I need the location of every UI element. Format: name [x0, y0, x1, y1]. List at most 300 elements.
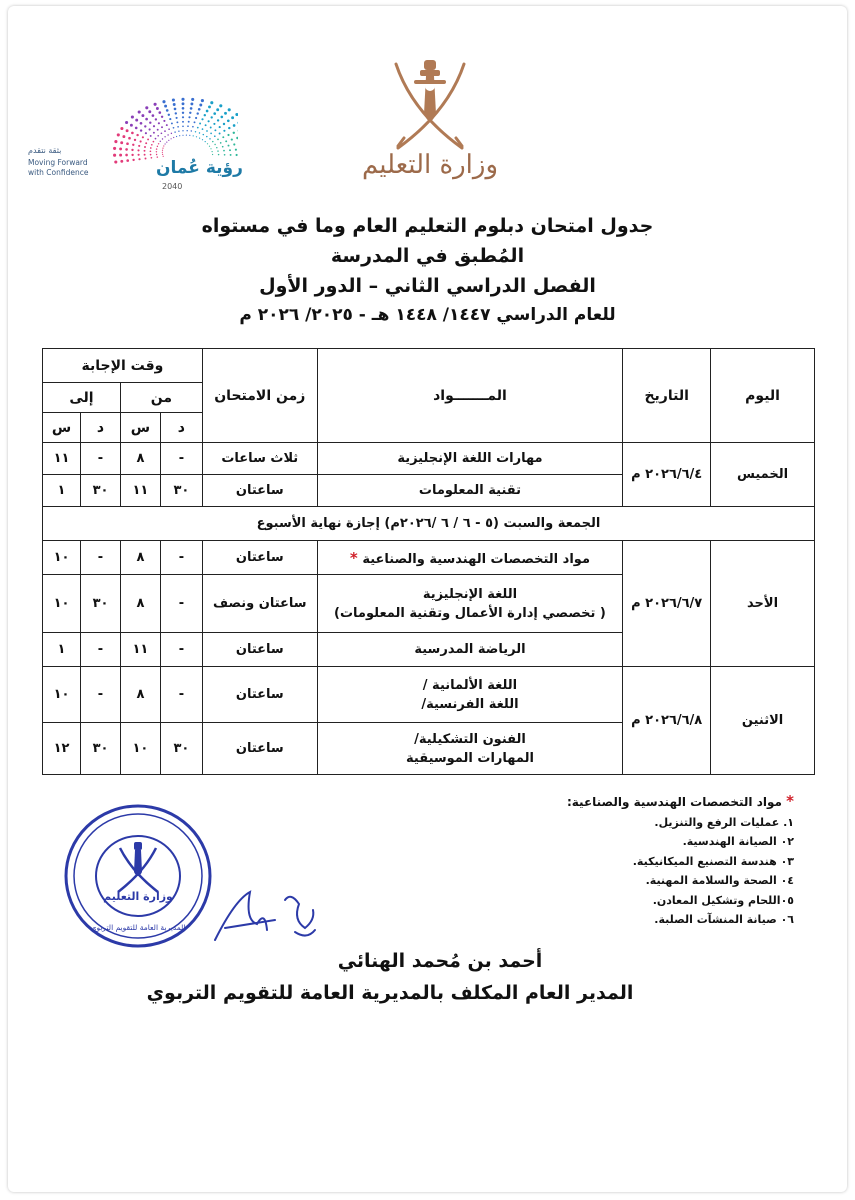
swirl-dot [163, 120, 165, 122]
duration-cell: ساعتان [202, 667, 317, 723]
from-hour-cell: ١١ [120, 633, 160, 667]
to-min-cell: ٣٠ [81, 475, 121, 507]
swirl-dot [144, 146, 146, 148]
from-min-cell: ٣٠ [160, 475, 202, 507]
footnotes-block [540, 792, 794, 930]
swirl-dot [182, 112, 184, 114]
swirl-dot [210, 101, 213, 104]
vision-2040-logo [28, 84, 268, 204]
swirl-dot [145, 132, 147, 134]
swirl-dot [126, 129, 129, 132]
swirl-dot [182, 121, 184, 123]
swirl-dot [176, 117, 178, 119]
vision-tagline-en-2: with Confidence [28, 168, 89, 177]
swirl-dot [150, 150, 152, 152]
swirl-dot [196, 136, 197, 137]
swirl-dot [210, 148, 211, 149]
swirl-dot [222, 136, 224, 138]
swirl-dot [204, 114, 206, 116]
to-min-cell: ٣٠ [81, 575, 121, 633]
duration-cell: ساعتان [202, 723, 317, 775]
swirl-dot [162, 154, 163, 155]
swirl-dot [134, 139, 136, 141]
schedule-title-block [40, 215, 815, 325]
swirl-dot [202, 139, 203, 140]
swirl-dot [140, 122, 143, 125]
swirl-dot [164, 105, 167, 108]
swirl-dot [192, 126, 194, 128]
footnote-star: * [786, 792, 794, 810]
title-line-3: الفصل الدراسي الثاني – الدور الأول [259, 275, 596, 297]
swirl-dot [205, 124, 207, 126]
swirl-dot [150, 147, 152, 149]
date-cell-monday: ٢٠٢٦/٦/٨ م [623, 667, 711, 775]
swirl-dot [219, 126, 221, 128]
swirl-dot [205, 141, 206, 142]
swirl-dot [209, 138, 210, 139]
swirl-dot [162, 148, 163, 149]
weekend-note: الجمعة والسبت (٥ - ٦ / ٦ /٢٠٢٦م) إجازة نهاية الأسبوع [43, 507, 815, 541]
swirl-dot [230, 154, 232, 156]
swirl-dot [228, 145, 230, 147]
subject-line-1: الفنون التشكيلية/ [414, 731, 526, 747]
swirl-dot [164, 130, 166, 132]
footnotes-heading [540, 792, 794, 813]
swirl-dot [194, 121, 196, 123]
swirl-dot [140, 140, 142, 142]
swirl-dot [199, 138, 200, 139]
swirl-dot [157, 129, 159, 131]
swirl-dot [160, 141, 161, 142]
swirl-dot [168, 140, 169, 141]
header-answer-time: وقت الإجابة [43, 349, 203, 383]
swirl-dot [206, 136, 207, 137]
to-hour-cell: ١٠ [43, 541, 81, 575]
stamp-directorate-text: المديرية العامة للتقويم التربوي [90, 923, 186, 932]
swirl-dot [166, 109, 169, 112]
header-from-min: د [160, 413, 202, 443]
swirl-dot [172, 98, 175, 101]
footnote-star: * [349, 548, 358, 567]
title-line-2: المُطبق في المدرسة [330, 245, 525, 267]
swirl-dot [174, 108, 177, 111]
swirl-dot [162, 150, 163, 151]
exam-schedule-table [42, 348, 815, 775]
signature-mark [195, 880, 345, 960]
vision-year: 2040 [162, 182, 183, 191]
duration-cell: ثلاث ساعات [202, 443, 317, 475]
swirl-dot [163, 145, 164, 146]
from-min-cell: - [160, 541, 202, 575]
swirl-dot [153, 132, 155, 134]
subject-line-1: اللغة الإنجليزية [422, 586, 518, 602]
list-item: ١. عمليات الرفع والتنزيل. [654, 815, 794, 829]
swirl-dot [158, 143, 159, 144]
swirl-dot [169, 118, 171, 120]
swirl-dot [181, 98, 184, 101]
swirl-dot [191, 130, 192, 131]
to-min-cell: - [81, 541, 121, 575]
swirl-dot [219, 104, 222, 107]
subject-cell [317, 667, 622, 723]
oman-emblem-icon [382, 52, 478, 162]
to-min-cell: - [81, 443, 121, 475]
table-row [43, 667, 815, 723]
swirl-dot [223, 130, 225, 132]
swirl-dot [145, 142, 147, 144]
from-hour-cell: ٨ [120, 667, 160, 723]
swirl-dot [227, 119, 230, 122]
swirl-dot [190, 107, 193, 110]
date-cell-sunday: ٢٠٢٦/٦/٧ م [623, 541, 711, 667]
vision-tagline-ar: بثقة نتقدم [28, 146, 62, 155]
swirl-dot [206, 110, 209, 113]
swirl-dot [233, 143, 235, 145]
date-cell-thursday: ٢٠٢٦/٦/٤ م [623, 443, 711, 507]
subject-line-2: ( تخصصي إدارة الأعمال وتقنية المعلومات) [334, 605, 606, 621]
swirl-dot [157, 146, 158, 147]
footnotes-list [540, 813, 794, 930]
swirl-dot [142, 136, 144, 138]
from-hour-cell: ٨ [120, 541, 160, 575]
subject-cell [317, 723, 622, 775]
swirl-dot [136, 134, 138, 136]
table-row [43, 443, 815, 475]
swirl-dot [125, 148, 128, 151]
swirl-dot [233, 132, 235, 134]
swirl-dot [227, 134, 229, 136]
swirl-dot [156, 154, 157, 155]
to-hour-cell: ١١ [43, 443, 81, 475]
subject-cell [317, 541, 622, 575]
swirl-dot [171, 138, 172, 139]
swirl-dot [131, 115, 134, 118]
list-item: ٠٣ هندسة التصنيع الميكانيكية. [632, 854, 794, 868]
swirl-dot [188, 116, 190, 118]
swirl-dot [187, 125, 189, 127]
swirl-dot [229, 149, 231, 151]
swirl-dot [214, 129, 216, 131]
swirl-dot [201, 118, 203, 120]
swirl-dot [132, 144, 134, 146]
swirl-dot [198, 108, 201, 111]
swirl-dot [155, 118, 157, 120]
swirl-dot [125, 154, 128, 157]
swirl-dot [119, 147, 122, 150]
swirl-dot [209, 146, 210, 147]
swirl-dot [203, 134, 204, 135]
day-cell-monday: الاثنين [711, 667, 815, 775]
swirl-dot [182, 102, 185, 105]
from-min-cell: - [160, 443, 202, 475]
swirl-dot [199, 104, 202, 107]
swirl-dot [195, 117, 197, 119]
swirl-dot [217, 119, 219, 121]
from-min-cell: - [160, 667, 202, 723]
to-hour-cell: ١ [43, 633, 81, 667]
swirl-dot [212, 141, 213, 142]
to-min-cell: - [81, 667, 121, 723]
swirl-dot [150, 154, 152, 156]
list-item: ٠٤ الصحة والسلامة المهنية. [645, 874, 794, 887]
swirl-dot [212, 151, 213, 152]
vision-tagline-en-1: Moving Forward [28, 158, 88, 167]
swirl-dot [144, 125, 146, 127]
swirl-dot [179, 135, 180, 136]
swirl-dot [237, 121, 238, 124]
header-day: اليوم [711, 349, 815, 443]
swirl-dot [164, 136, 165, 137]
swirl-dot [208, 120, 210, 122]
subject-line-1: اللغة الألمانية / [422, 677, 518, 693]
swirl-dot [213, 112, 216, 115]
subject-line-2: اللغة الفرنسية/ [421, 696, 519, 712]
swirl-dot [152, 114, 155, 117]
list-item: ٠٢ الصيانة الهندسية. [682, 835, 794, 848]
swirl-dot [120, 141, 123, 144]
swirl-dot [210, 127, 212, 129]
swirl-dot [217, 150, 218, 151]
swirl-dot [114, 160, 117, 163]
swirl-dot [213, 123, 215, 125]
swirl-dot [236, 154, 238, 156]
swirl-dot [165, 143, 166, 144]
subject-cell [317, 575, 622, 633]
swirl-dot [117, 133, 120, 136]
swirl-dot [156, 151, 157, 152]
header-from-hour: س [120, 413, 160, 443]
swirl-dot [182, 125, 184, 127]
day-cell-thursday: الخميس [711, 443, 815, 507]
header-to-hour: س [43, 413, 81, 443]
swirl-dot [210, 133, 212, 135]
signatory-name: أحمد بن مُحمد الهنائي [337, 950, 543, 972]
swirl-dot [161, 126, 163, 128]
swirl-dot [176, 121, 178, 123]
swirl-dot [222, 146, 224, 148]
swirl-dot [173, 127, 175, 129]
swirl-dot [162, 138, 163, 139]
swirl-dot [206, 130, 208, 132]
swirl-dot [125, 121, 128, 124]
swirl-dot [131, 154, 133, 156]
swirl-dot [166, 142, 167, 143]
swirl-dot [144, 150, 146, 152]
table-row [43, 541, 815, 575]
swirl-dot [220, 142, 222, 144]
duration-cell: ساعتان [202, 633, 317, 667]
swirl-dot [166, 124, 168, 126]
from-hour-cell: ١٠ [120, 723, 160, 775]
swirl-dot [161, 116, 163, 118]
swirl-dot [153, 125, 155, 127]
swirl-dot [189, 135, 190, 136]
swirl-dot [219, 133, 221, 135]
subject-cell: تقنية المعلومات [317, 475, 622, 507]
swirl-dot [201, 99, 204, 102]
swirl-dot [220, 116, 223, 119]
swirl-dot [138, 154, 140, 156]
swirl-dot [168, 114, 170, 116]
swirl-dot [225, 140, 227, 142]
swirl-dot [197, 112, 199, 114]
swirl-dot [145, 158, 147, 160]
title-line-1: جدول امتحان دبلوم التعليم العام وما في مستواه [201, 215, 654, 237]
header-from: من [120, 383, 202, 413]
swirl-dot [126, 159, 129, 162]
swirl-dot [186, 130, 187, 131]
swirl-dot [233, 124, 236, 127]
swirl-dot [130, 124, 133, 127]
swirl-dot [199, 132, 200, 133]
from-hour-cell: ٨ [120, 575, 160, 633]
swirl-dot [135, 119, 138, 122]
swirl-dot [148, 110, 151, 113]
vision-oman-text: رؤية عُمان [156, 158, 243, 178]
header-duration: زمن الامتحان [202, 349, 317, 443]
to-min-cell: ٣٠ [81, 723, 121, 775]
swirl-dot [145, 106, 148, 109]
swirl-dot [214, 135, 216, 137]
day-cell-sunday: الأحد [711, 541, 815, 667]
swirl-dot [149, 128, 151, 130]
swirl-dot [207, 143, 208, 144]
swirl-dot [113, 154, 116, 157]
swirl-dot [228, 127, 230, 129]
swirl-dot [173, 137, 174, 138]
swirl-dot [175, 112, 177, 114]
swirl-dot [138, 110, 141, 113]
swirl-dot [193, 135, 194, 136]
swirl-dot [235, 113, 238, 116]
swirl-dot [173, 103, 176, 106]
swirl-dot [216, 108, 219, 111]
swirl-dot [162, 152, 163, 153]
swirl-dot [211, 116, 213, 118]
to-hour-cell: ١ [43, 475, 81, 507]
swirl-dot [149, 122, 151, 124]
swirl-dot [224, 154, 226, 156]
swirl-dot [191, 98, 194, 101]
duration-cell: ساعتان [202, 541, 317, 575]
swirl-dot [161, 132, 163, 134]
from-min-cell: - [160, 575, 202, 633]
swirl-dot [162, 100, 165, 103]
swirl-dot [150, 135, 152, 137]
swirl-dot [177, 126, 179, 128]
swirl-dot [214, 144, 215, 145]
to-hour-cell: ١٠ [43, 667, 81, 723]
swirl-dot [156, 107, 159, 110]
duration-cell: ساعتان ونصف [202, 575, 317, 633]
swirl-dot [189, 112, 191, 114]
header-date: التاريخ [623, 349, 711, 443]
swirl-dot [144, 154, 146, 156]
signatory-title: المدير العام المكلف بالمديرية العامة للتقويم التربوي [146, 982, 634, 1004]
swirl-dot [131, 149, 133, 151]
swirl-dot [182, 116, 184, 118]
footnotes-heading-text: مواد التخصصات الهندسية والصناعية: [566, 795, 782, 809]
swirl-dot [174, 131, 175, 132]
swirl-dot [223, 150, 225, 152]
swirl-dot [171, 122, 173, 124]
swirl-dot [120, 127, 123, 130]
swirl-dot [132, 159, 134, 161]
swirl-dot [168, 128, 170, 130]
header-to: إلى [43, 383, 121, 413]
swirl-dot [135, 127, 138, 130]
subject-text: مواد التخصصات الهندسية والصناعية [362, 551, 590, 567]
official-stamp [62, 800, 214, 952]
duration-cell: ساعتان [202, 475, 317, 507]
swirl-dot [137, 149, 139, 151]
weekend-row [43, 507, 815, 541]
swirl-dot [138, 158, 140, 160]
to-hour-cell: ١٠ [43, 575, 81, 633]
swirl-dot [147, 138, 149, 140]
swirl-dot [153, 141, 155, 143]
from-min-cell: - [160, 633, 202, 667]
swirl-dot [195, 131, 196, 132]
swirl-dot [158, 111, 161, 114]
to-hour-cell: ١٢ [43, 723, 81, 775]
swirl-dot [224, 112, 227, 115]
swirl-dot [231, 116, 234, 119]
subject-line-2: المهارات الموسيقية [406, 750, 534, 766]
from-min-cell: ٣٠ [160, 723, 202, 775]
swirl-dot [208, 105, 211, 108]
swirl-dot [157, 135, 159, 137]
swirl-dot [182, 107, 185, 110]
swirl-dot [171, 133, 172, 134]
swirl-dot [186, 135, 187, 136]
swirl-dot [151, 157, 153, 159]
swirl-dot [167, 134, 168, 135]
swirl-dot [154, 103, 157, 106]
swirl-dot [188, 121, 190, 123]
swirl-dot [126, 142, 129, 145]
swirl-dot [120, 160, 123, 163]
swirl-dot [182, 135, 183, 136]
list-item: ٠٦ صيانة المنشآت الصلبة. [654, 913, 794, 926]
swirl-dot [178, 130, 179, 131]
swirl-dot [212, 154, 213, 155]
from-hour-cell: ٨ [120, 443, 160, 475]
subject-cell: الرياضة المدرسية [317, 633, 622, 667]
list-item: ٠٥اللحام وتشكيل المعادن. [652, 893, 794, 907]
swirl-dot [223, 123, 225, 125]
to-min-cell: - [81, 633, 121, 667]
swirl-dot [113, 147, 116, 150]
swirl-dot [158, 122, 160, 124]
swirl-dot [163, 156, 164, 157]
title-line-4: للعام الدراسي ١٤٤٧/ ١٤٤٨ هـ - ٢٠٢٥/ ٢٠٢٦ م [239, 305, 616, 325]
stamp-ministry-text: وزارة التعليم [103, 890, 173, 903]
swirl-dot [228, 108, 231, 111]
swirl-dot [119, 154, 122, 157]
swirl-dot [128, 137, 131, 140]
swirl-dot [235, 149, 237, 151]
swirl-dot [202, 128, 204, 130]
swirl-dot [216, 147, 217, 148]
swirl-dot [155, 138, 157, 140]
header-to-min: د [81, 413, 121, 443]
swirl-dot [176, 136, 177, 137]
swirl-dot [199, 123, 201, 125]
swirl-dot [197, 127, 199, 129]
swirl-dot [156, 148, 157, 149]
swirl-dot [114, 140, 117, 143]
